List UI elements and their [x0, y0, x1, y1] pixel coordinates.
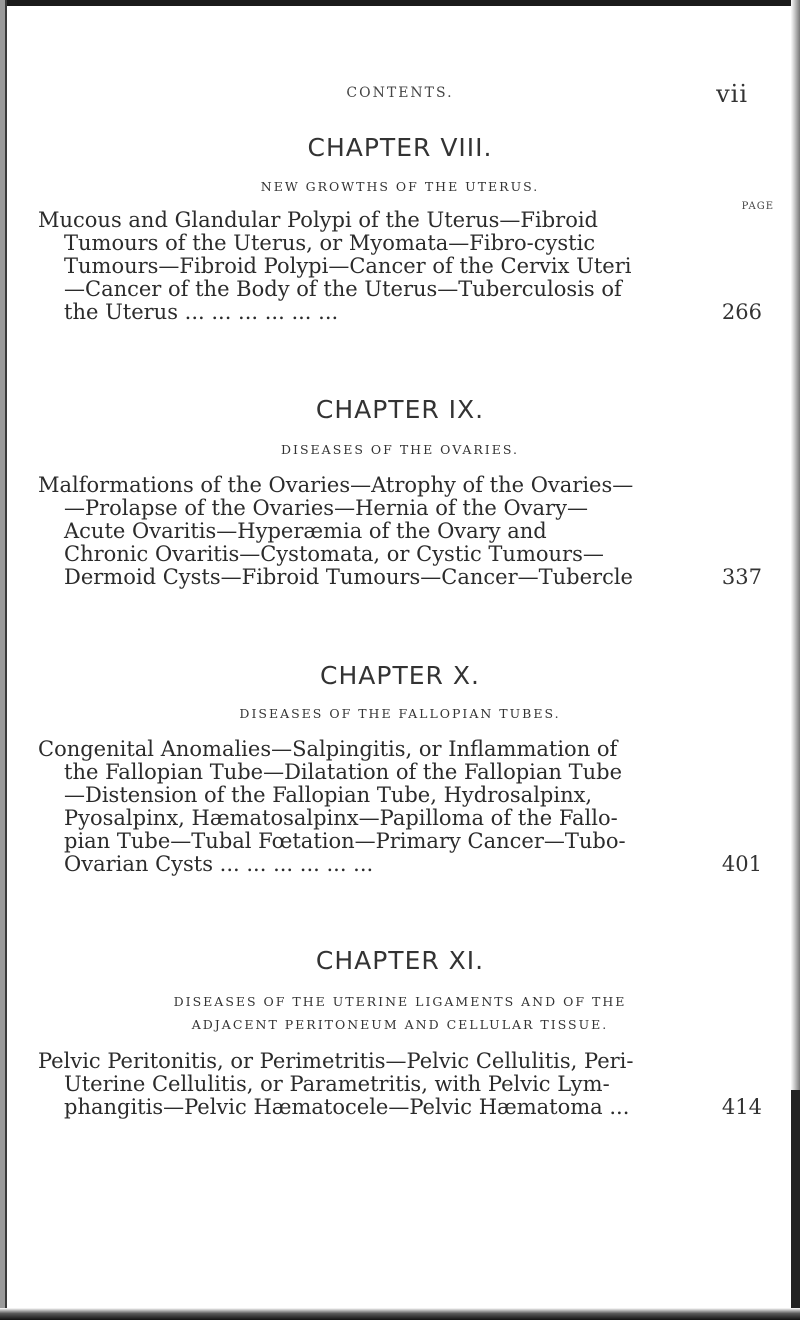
entry-line: Congenital Anomalies—Salpingitis, or Inflammation of	[38, 737, 618, 761]
page-left-gutter	[5, 0, 7, 1320]
entry-page-number: 401	[721, 852, 762, 876]
entry-line: pian Tube—Tubal Fœtation—Primary Cancer—Tubo-	[64, 829, 626, 853]
page-top-edge	[0, 0, 800, 6]
entry-page-number: 414	[721, 1095, 762, 1119]
chapter-contents-entry	[38, 209, 698, 324]
entry-line: Uterine Cellulitis, or Parametritis, with Pelvic Lym-	[64, 1072, 610, 1096]
folio-page-number: vii	[716, 80, 748, 108]
entry-line: Ovarian Cysts ... ... ... ... ... ...	[64, 852, 374, 876]
entry-line: Chronic Ovaritis—Cystomata, or Cystic Tumours—	[64, 542, 604, 566]
entry-line: the Uterus ... ... ... ... ... ...	[64, 300, 339, 324]
entry-line: Pelvic Peritonitis, or Perimetritis—Pelvic Cellulitis, Peri-	[38, 1049, 634, 1073]
entry-line: —Distension of the Fallopian Tube, Hydrosalpinx,	[64, 783, 593, 807]
chapter-contents-entry	[38, 474, 698, 589]
chapter-subheading	[38, 990, 762, 1036]
chapter-subheading	[38, 438, 762, 461]
entry-line: Tumours—Fibroid Polypi—Cancer of the Cervix Uteri	[64, 254, 632, 278]
subheading-line: DISEASES OF THE OVARIES.	[281, 442, 519, 457]
running-head: CONTENTS.	[346, 85, 454, 101]
entry-line: Pyosalpinx, Hæmatosalpinx—Papilloma of the Fallo-	[64, 806, 618, 830]
chapter-heading: CHAPTER VIII.	[307, 133, 493, 162]
chapter-contents-entry	[38, 738, 698, 876]
entry-line: Mucous and Glandular Polypi of the Uterus—Fibroid	[38, 208, 598, 232]
page-column-label: PAGE	[741, 201, 774, 212]
entry-page-number: 266	[721, 300, 762, 324]
chapter-subheading	[38, 702, 762, 725]
chapter-subheading	[38, 175, 762, 198]
entry-line: —Prolapse of the Ovaries—Hernia of the Ovary—	[64, 496, 588, 520]
subheading-line: NEW GROWTHS OF THE UTERUS.	[260, 179, 540, 194]
chapter-heading: CHAPTER IX.	[315, 395, 485, 424]
entry-page-number: 337	[721, 565, 762, 589]
subheading-line: ADJACENT PERITONEUM AND CELLULAR TISSUE.	[191, 1017, 609, 1032]
entry-line: —Cancer of the Body of the Uterus—Tuberculosis of	[64, 277, 622, 301]
entry-line: Acute Ovaritis—Hyperæmia of the Ovary and	[64, 519, 547, 543]
entry-line: phangitis—Pelvic Hæmatocele—Pelvic Hæmatoma ...	[64, 1095, 630, 1119]
chapter-contents-entry	[38, 1050, 698, 1119]
subheading-line: DISEASES OF THE FALLOPIAN TUBES.	[239, 706, 561, 721]
entry-line: Tumours of the Uterus, or Myomata—Fibro-cystic	[64, 231, 596, 255]
entry-line: Malformations of the Ovaries—Atrophy of the Ovaries—	[38, 473, 634, 497]
page-bottom-edge	[0, 1308, 800, 1320]
chapter-heading: CHAPTER XI.	[315, 946, 485, 975]
entry-line: Dermoid Cysts—Fibroid Tumours—Cancer—Tubercle	[64, 565, 633, 589]
entry-line: the Fallopian Tube—Dilatation of the Fallopian Tube	[64, 760, 623, 784]
subheading-line: DISEASES OF THE UTERINE LIGAMENTS AND OF THE	[173, 994, 627, 1009]
page-right-shadow	[791, 1090, 800, 1320]
chapter-heading: CHAPTER X.	[320, 661, 480, 690]
